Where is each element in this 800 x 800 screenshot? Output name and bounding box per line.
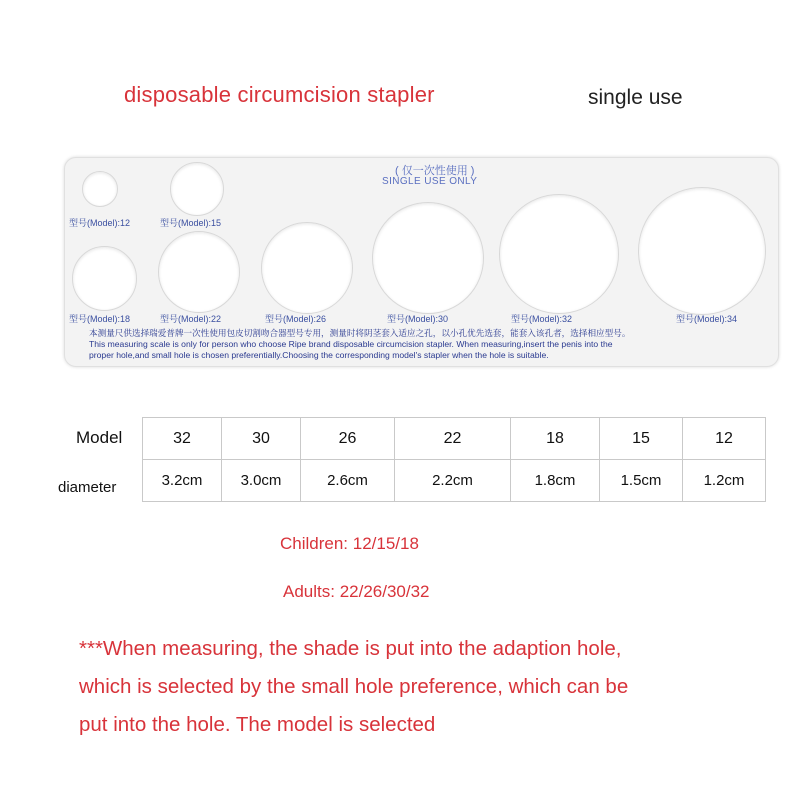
diameter-row-label: diameter <box>58 479 117 496</box>
note-line: ***When measuring, the shade is put into the adaption hole, <box>79 637 622 660</box>
note-line: put into the hole. The model is selected <box>79 713 436 736</box>
adults-models: Adults: 22/26/30/32 <box>283 582 430 601</box>
hole-model-30 <box>372 202 484 314</box>
page-subtitle: single use <box>588 86 683 109</box>
hole-model-18 <box>72 246 137 311</box>
hole-label-30: 型号(Model):30 <box>387 314 449 324</box>
diameter-cell: 1.8cm <box>511 460 600 502</box>
table-row-diameter <box>143 460 766 502</box>
hole-model-22 <box>158 231 240 313</box>
diameter-cell: 2.6cm <box>301 460 395 502</box>
model-cell: 32 <box>143 418 222 460</box>
measuring-note <box>79 630 779 744</box>
table-row-model <box>143 418 766 460</box>
single-use-en: SINGLE USE ONLY <box>382 176 478 187</box>
diameter-cell: 3.2cm <box>143 460 222 502</box>
hole-model-15 <box>170 162 224 216</box>
model-row-label: Model <box>76 428 123 447</box>
hole-label-26: 型号(Model):26 <box>265 314 327 324</box>
model-cell: 30 <box>222 418 301 460</box>
hole-label-15: 型号(Model):15 <box>160 218 222 228</box>
model-cell: 26 <box>301 418 395 460</box>
card-instructions <box>89 328 759 361</box>
model-cell: 15 <box>600 418 683 460</box>
model-diameter-table <box>142 417 766 502</box>
single-use-cn: ( 仅一次性使用 ) <box>395 165 475 177</box>
hole-label-12: 型号(Model):12 <box>69 218 131 228</box>
diameter-cell: 1.5cm <box>600 460 683 502</box>
card-note-line: 本测量尺供选择瑞爱普牌一次性使用包皮切割吻合器型号专用，测量时将阴茎套入适应之孔，以小孔优先选套，能套入该孔者，选择相应型号。 <box>89 328 631 338</box>
card-note-line: proper hole,and small hole is chosen preferentially.Choosing the corresponding model's stapler when the hole is suitable. <box>89 350 549 360</box>
hole-label-34: 型号(Model):34 <box>676 314 738 324</box>
diameter-cell: 3.0cm <box>222 460 301 502</box>
note-line: which is selected by the small hole preference, which can be <box>79 675 629 698</box>
model-cell: 12 <box>683 418 766 460</box>
page-title: disposable circumcision stapler <box>124 82 435 107</box>
hole-model-32 <box>499 194 619 314</box>
children-models: Children: 12/15/18 <box>280 534 419 553</box>
measuring-card <box>64 157 779 367</box>
card-note-line: This measuring scale is only for person who choose Ripe brand disposable circumcision stapler. When measuring,insert the penis into the <box>89 339 613 349</box>
diameter-cell: 1.2cm <box>683 460 766 502</box>
hole-model-26 <box>261 222 353 314</box>
hole-label-18: 型号(Model):18 <box>69 314 131 324</box>
hole-label-32: 型号(Model):32 <box>511 314 573 324</box>
diameter-cell: 2.2cm <box>395 460 511 502</box>
hole-label-22: 型号(Model):22 <box>160 314 222 324</box>
hole-model-12 <box>82 171 118 207</box>
hole-model-34 <box>638 187 766 315</box>
model-cell: 22 <box>395 418 511 460</box>
model-cell: 18 <box>511 418 600 460</box>
